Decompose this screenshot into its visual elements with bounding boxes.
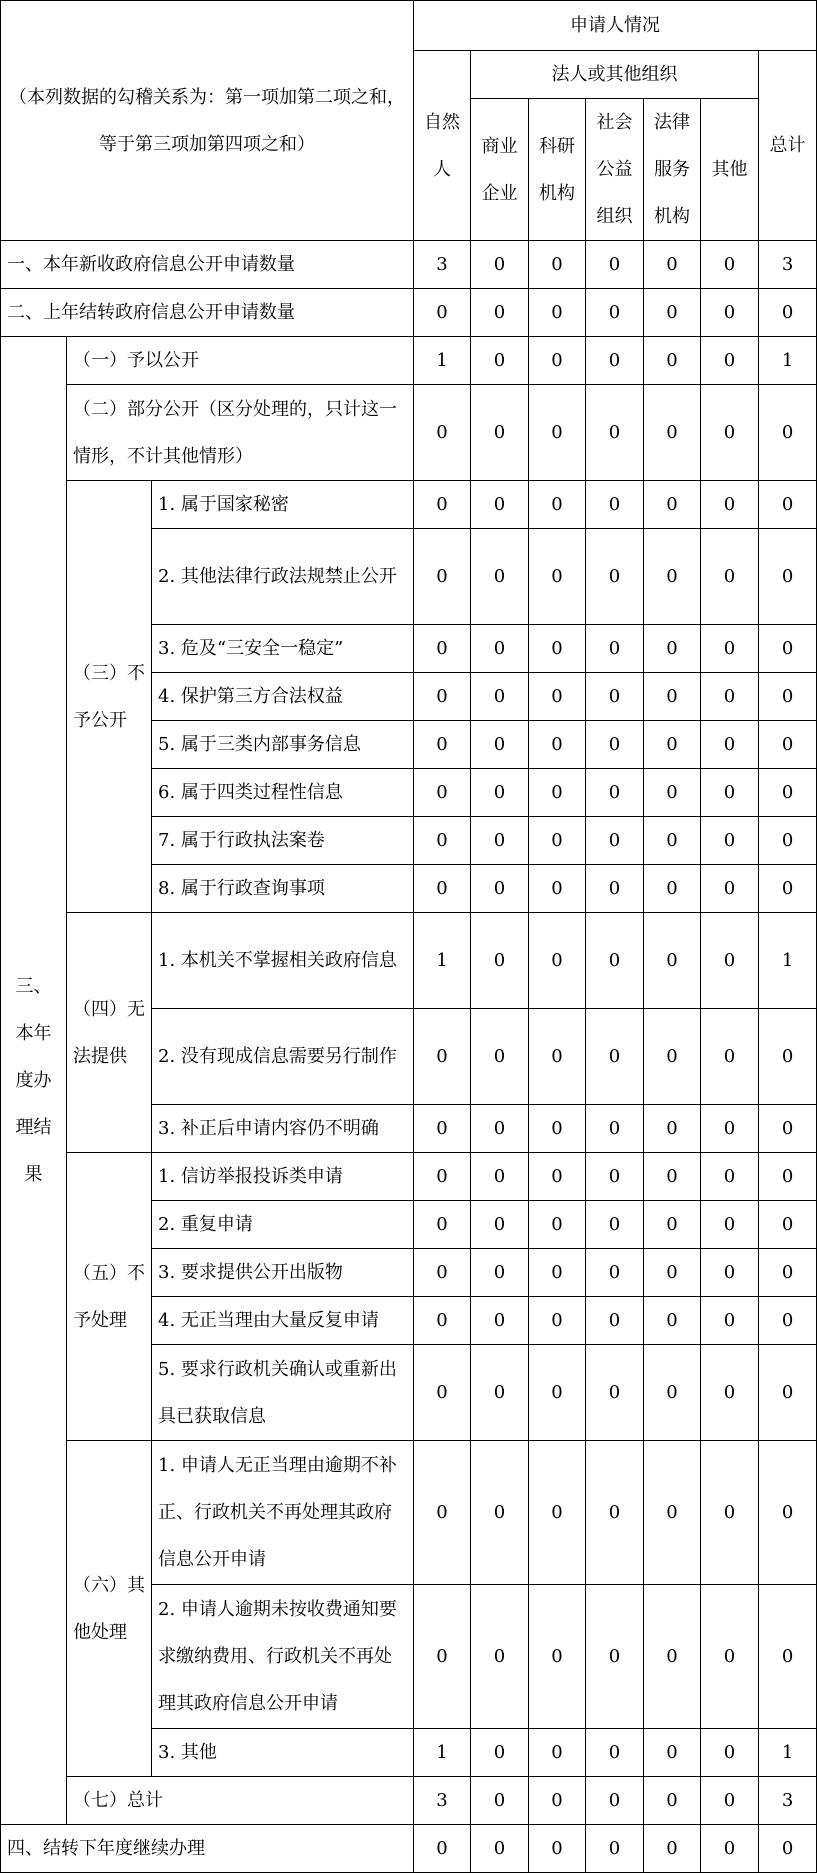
cell-value: 0: [759, 1297, 817, 1345]
cell-value: 0: [759, 385, 817, 481]
section-3-label: 三、本年度办理结果: [1, 337, 67, 1825]
cell-value: 0: [759, 769, 817, 817]
cell-value: 0: [759, 721, 817, 769]
cell-value: 0: [586, 1441, 644, 1585]
cell-value: 0: [701, 1345, 759, 1441]
header-legal-group: 法人或其他组织: [471, 51, 759, 99]
table-row: [1, 241, 817, 289]
table-row: [1, 481, 817, 529]
row-label: 4. 保护第三方合法权益: [152, 673, 414, 721]
cell-value: 0: [414, 1105, 471, 1153]
header-natural-person: 自然人: [414, 51, 471, 241]
cell-value: 0: [644, 289, 701, 337]
cell-value: 0: [644, 481, 701, 529]
cell-value: 0: [529, 769, 586, 817]
table-row: [1, 1441, 817, 1585]
group-label: （四）无法提供: [67, 913, 152, 1153]
cell-value: 3: [414, 241, 471, 289]
cell-value: 0: [644, 1009, 701, 1105]
cell-value: 0: [701, 1153, 759, 1201]
cell-value: 0: [759, 1249, 817, 1297]
cell-value: 0: [414, 1297, 471, 1345]
cell-value: 0: [414, 1441, 471, 1585]
group-label: （五）不予处理: [67, 1153, 152, 1441]
cell-value: 0: [759, 1825, 817, 1873]
cell-value: 0: [644, 241, 701, 289]
header-org-legal-service: 法律服务机构: [644, 99, 701, 241]
table-row: [1, 1825, 817, 1873]
row-label: 3. 补正后申请内容仍不明确: [152, 1105, 414, 1153]
cell-value: 0: [471, 913, 529, 1009]
cell-value: 3: [759, 241, 817, 289]
cell-value: 0: [529, 1201, 586, 1249]
cell-value: 0: [471, 289, 529, 337]
cell-value: 0: [644, 385, 701, 481]
cell-value: 0: [644, 1441, 701, 1585]
cell-value: 0: [759, 865, 817, 913]
cell-value: 0: [471, 1009, 529, 1105]
cell-value: 0: [759, 529, 817, 625]
cell-value: 0: [529, 913, 586, 1009]
cell-value: 0: [644, 1105, 701, 1153]
cell-value: 0: [471, 385, 529, 481]
group-label: （三）不予公开: [67, 481, 152, 913]
cell-value: 0: [471, 1297, 529, 1345]
cell-value: 0: [529, 625, 586, 673]
cell-value: 0: [414, 769, 471, 817]
cell-value: 0: [644, 1201, 701, 1249]
cell-value: 0: [586, 1825, 644, 1873]
cell-value: 0: [701, 1777, 759, 1825]
row-label: （一）予以公开: [67, 337, 414, 385]
cell-value: 0: [701, 241, 759, 289]
row-label: 1. 本机关不掌握相关政府信息: [152, 913, 414, 1009]
cell-value: 0: [471, 673, 529, 721]
cell-value: 0: [701, 481, 759, 529]
row-label: 一、本年新收政府信息公开申请数量: [1, 241, 414, 289]
row-label: 四、结转下年度继续办理: [1, 1825, 414, 1873]
cell-value: 0: [471, 1153, 529, 1201]
cell-value: 0: [529, 1777, 586, 1825]
table-row: [1, 385, 817, 481]
cell-value: 0: [759, 1105, 817, 1153]
cell-value: 0: [529, 1345, 586, 1441]
cell-value: 0: [471, 625, 529, 673]
row-label: 5. 要求行政机关确认或重新出具已获取信息: [152, 1345, 414, 1441]
cell-value: 0: [471, 1729, 529, 1777]
cell-value: 0: [586, 1729, 644, 1777]
cell-value: 0: [414, 385, 471, 481]
cell-value: 0: [471, 721, 529, 769]
cell-value: 0: [586, 1777, 644, 1825]
cell-value: 1: [414, 913, 471, 1009]
cell-value: 0: [759, 1009, 817, 1105]
table-row: [1, 1153, 817, 1201]
table-row: [1, 913, 817, 1009]
cell-value: 0: [586, 1009, 644, 1105]
cell-value: 0: [644, 769, 701, 817]
cell-value: 0: [586, 625, 644, 673]
cell-value: 0: [529, 865, 586, 913]
cell-value: 0: [471, 769, 529, 817]
cell-value: 3: [759, 1777, 817, 1825]
cell-value: 0: [701, 1585, 759, 1729]
cell-value: 0: [644, 529, 701, 625]
cell-value: 1: [759, 1729, 817, 1777]
cell-value: 0: [701, 769, 759, 817]
row-label: 8. 属于行政查询事项: [152, 865, 414, 913]
cell-value: 1: [414, 1729, 471, 1777]
cell-value: 0: [414, 529, 471, 625]
row-label: 4. 无正当理由大量反复申请: [152, 1297, 414, 1345]
header-applicant: 申请人情况: [414, 1, 817, 51]
row-label: 2. 申请人逾期未按收费通知要求缴纳费用、行政机关不再处理其政府信息公开申请: [152, 1585, 414, 1729]
cell-value: 0: [701, 1729, 759, 1777]
cell-value: 0: [701, 913, 759, 1009]
row-label: 5. 属于三类内部事务信息: [152, 721, 414, 769]
row-label: 7. 属于行政执法案卷: [152, 817, 414, 865]
cell-value: 0: [414, 1249, 471, 1297]
cell-value: 1: [759, 337, 817, 385]
cell-value: 0: [414, 1345, 471, 1441]
cell-value: 0: [529, 1825, 586, 1873]
cell-value: 0: [414, 481, 471, 529]
cell-value: 0: [586, 385, 644, 481]
cell-value: 0: [471, 481, 529, 529]
header-org-research: 科研机构: [529, 99, 586, 241]
cell-value: 0: [471, 865, 529, 913]
cell-value: 0: [529, 1249, 586, 1297]
cell-value: 0: [529, 1297, 586, 1345]
cell-value: 0: [586, 817, 644, 865]
cell-value: 3: [414, 1777, 471, 1825]
table-row: [1, 1777, 817, 1825]
cell-value: 0: [644, 1825, 701, 1873]
cell-value: 0: [529, 385, 586, 481]
row-label: 2. 重复申请: [152, 1201, 414, 1249]
row-label: （七）总计: [67, 1777, 414, 1825]
header-org-commercial: 商业企业: [471, 99, 529, 241]
cell-value: 0: [471, 1441, 529, 1585]
cell-value: 0: [529, 1009, 586, 1105]
cell-value: 0: [471, 1345, 529, 1441]
cell-value: 0: [529, 289, 586, 337]
cell-value: 0: [586, 1345, 644, 1441]
cell-value: 0: [701, 817, 759, 865]
cell-value: 0: [586, 1585, 644, 1729]
row-label: 6. 属于四类过程性信息: [152, 769, 414, 817]
cell-value: 0: [471, 337, 529, 385]
cell-value: 0: [414, 673, 471, 721]
group-label: （六）其他处理: [67, 1441, 152, 1777]
cell-value: 0: [759, 625, 817, 673]
cell-value: 0: [529, 1729, 586, 1777]
cell-value: 0: [701, 1297, 759, 1345]
cell-value: 0: [586, 289, 644, 337]
table-row: [1, 337, 817, 385]
header-org-public-welfare: 社会公益组织: [586, 99, 644, 241]
cell-value: 0: [759, 1153, 817, 1201]
cell-value: 0: [414, 1009, 471, 1105]
cell-value: 0: [586, 865, 644, 913]
cell-value: 0: [529, 817, 586, 865]
cell-value: 0: [414, 865, 471, 913]
cell-value: 0: [586, 529, 644, 625]
row-label: 3. 其他: [152, 1729, 414, 1777]
cell-value: 0: [759, 673, 817, 721]
cell-value: 0: [701, 289, 759, 337]
cell-value: 1: [414, 337, 471, 385]
cell-value: 0: [414, 1201, 471, 1249]
cell-value: 0: [471, 1249, 529, 1297]
cell-value: 0: [644, 721, 701, 769]
cell-value: 0: [644, 1585, 701, 1729]
cell-value: 0: [414, 625, 471, 673]
cell-value: 0: [414, 721, 471, 769]
cell-value: 0: [414, 1153, 471, 1201]
cell-value: 0: [529, 1441, 586, 1585]
cell-value: 0: [529, 241, 586, 289]
cell-value: 0: [586, 1105, 644, 1153]
row-label: 2. 其他法律行政法规禁止公开: [152, 529, 414, 625]
cell-value: 0: [701, 1249, 759, 1297]
row-label: 2. 没有现成信息需要另行制作: [152, 1009, 414, 1105]
cell-value: 0: [759, 1201, 817, 1249]
cell-value: 0: [701, 721, 759, 769]
cell-value: 0: [529, 673, 586, 721]
row-label: 1. 信访举报投诉类申请: [152, 1153, 414, 1201]
cell-value: 0: [471, 529, 529, 625]
cell-value: 0: [586, 1201, 644, 1249]
cell-value: 0: [586, 1153, 644, 1201]
cell-value: 0: [529, 337, 586, 385]
cell-value: 0: [701, 1825, 759, 1873]
cell-value: 0: [701, 625, 759, 673]
cell-value: 0: [759, 817, 817, 865]
cell-value: 0: [586, 241, 644, 289]
cell-value: 0: [586, 481, 644, 529]
cell-value: 0: [471, 241, 529, 289]
cell-value: 0: [701, 673, 759, 721]
cell-value: 0: [644, 1249, 701, 1297]
cell-value: 0: [644, 625, 701, 673]
header-org-other: 其他: [701, 99, 759, 241]
cell-value: 0: [529, 1105, 586, 1153]
cell-value: 0: [644, 673, 701, 721]
cell-value: 0: [644, 1153, 701, 1201]
cell-value: 0: [471, 1825, 529, 1873]
cell-value: 0: [701, 1009, 759, 1105]
row-label: 二、上年结转政府信息公开申请数量: [1, 289, 414, 337]
cell-value: 0: [759, 289, 817, 337]
cell-value: 0: [586, 913, 644, 1009]
cell-value: 0: [701, 865, 759, 913]
header-note: （本列数据的勾稽关系为：第一项加第二项之和，等于第三项加第四项之和）: [1, 1, 414, 241]
cell-value: 0: [701, 1441, 759, 1585]
cell-value: 0: [471, 1201, 529, 1249]
row-label: 3. 危及“三安全一稳定”: [152, 625, 414, 673]
cell-value: 0: [586, 1297, 644, 1345]
cell-value: 0: [759, 1585, 817, 1729]
cell-value: 0: [701, 1201, 759, 1249]
cell-value: 0: [759, 1441, 817, 1585]
cell-value: 0: [586, 337, 644, 385]
cell-value: 0: [644, 913, 701, 1009]
cell-value: 0: [529, 481, 586, 529]
cell-value: 0: [759, 1345, 817, 1441]
cell-value: 0: [644, 817, 701, 865]
row-label: 3. 要求提供公开出版物: [152, 1249, 414, 1297]
cell-value: 0: [701, 385, 759, 481]
cell-value: 0: [644, 1777, 701, 1825]
cell-value: 0: [644, 337, 701, 385]
row-label: （二）部分公开（区分处理的，只计这一情形，不计其他情形）: [67, 385, 414, 481]
cell-value: 0: [529, 1153, 586, 1201]
cell-value: 0: [759, 481, 817, 529]
cell-value: 0: [529, 721, 586, 769]
cell-value: 0: [586, 721, 644, 769]
cell-value: 0: [414, 1825, 471, 1873]
cell-value: 0: [471, 817, 529, 865]
cell-value: 0: [586, 769, 644, 817]
row-label: 1. 申请人无正当理由逾期不补正、行政机关不再处理其政府信息公开申请: [152, 1441, 414, 1585]
row-label: 1. 属于国家秘密: [152, 481, 414, 529]
cell-value: 0: [701, 337, 759, 385]
cell-value: 0: [414, 1585, 471, 1729]
cell-value: 0: [471, 1105, 529, 1153]
cell-value: 0: [471, 1585, 529, 1729]
cell-value: 0: [414, 817, 471, 865]
cell-value: 0: [644, 1729, 701, 1777]
header-total: 总计: [759, 51, 817, 241]
cell-value: 0: [529, 1585, 586, 1729]
cell-value: 0: [586, 673, 644, 721]
cell-value: 1: [759, 913, 817, 1009]
cell-value: 0: [644, 1297, 701, 1345]
cell-value: 0: [586, 1249, 644, 1297]
cell-value: 0: [701, 529, 759, 625]
cell-value: 0: [644, 1345, 701, 1441]
cell-value: 0: [701, 1105, 759, 1153]
cell-value: 0: [529, 529, 586, 625]
cell-value: 0: [644, 865, 701, 913]
cell-value: 0: [471, 1777, 529, 1825]
cell-value: 0: [414, 289, 471, 337]
table-row: [1, 289, 817, 337]
